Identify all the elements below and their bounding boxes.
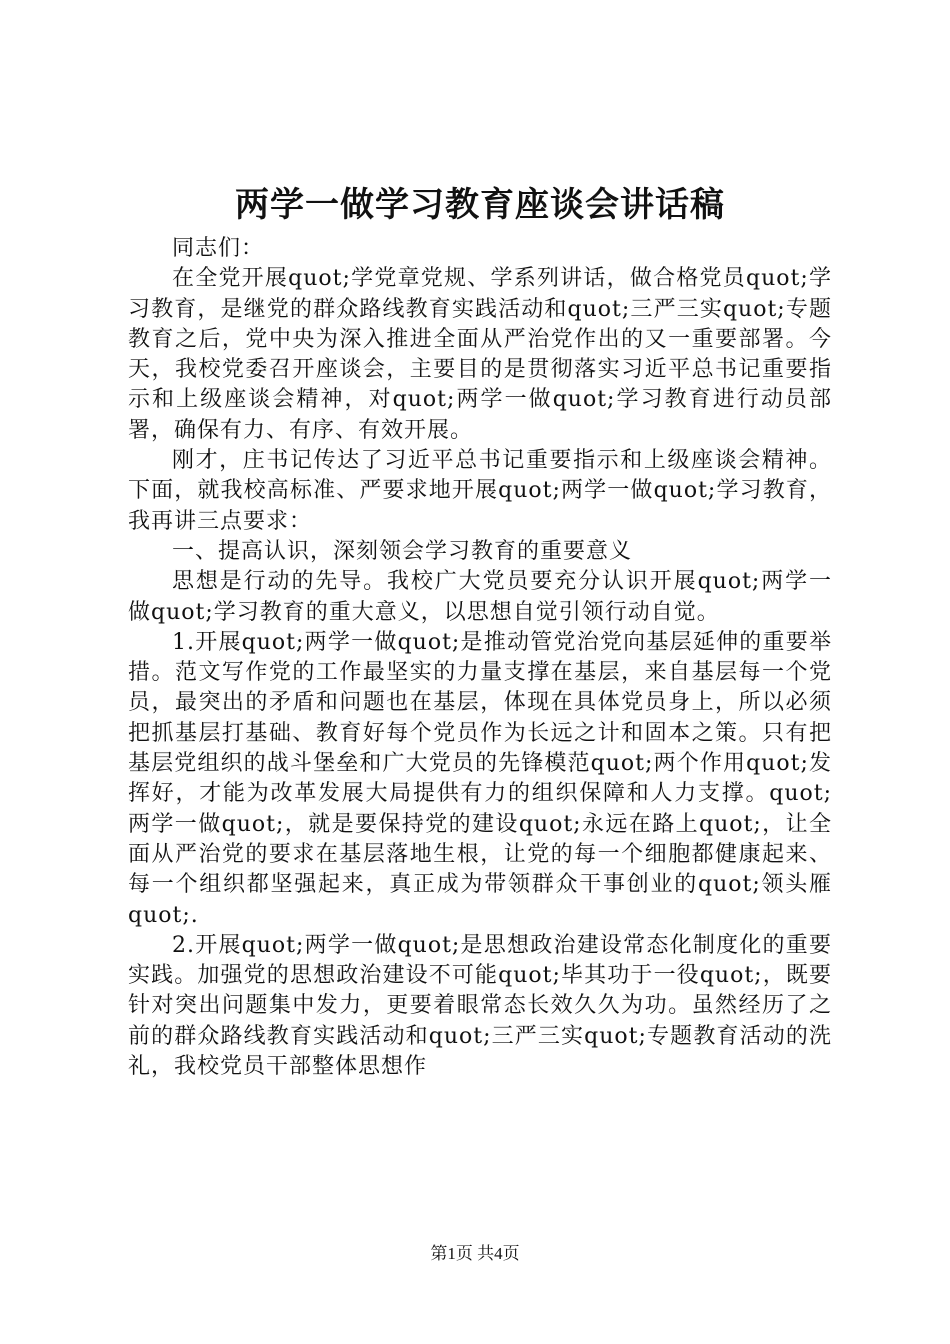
paragraph-intro: 在全党开展quot;学党章党规、学系列讲话，做合格党员quot;学习教育，是继党的群众路线教育实践活动和quot;三严三实quot;专题教育之后，党中央为深入推进全面从严治党作出的又一重要部署。今天，我校党委召开座谈会，主要目的是贯彻落实习近平总书记重要指示和上级座谈会精神，对quot;两学一做quot;学习教育进行动员部署，确保有力、有序、有效开展。 — [128, 266, 832, 443]
paragraph-section-1-lead: 思想是行动的先导。我校广大党员要充分认识开展quot;两学一做quot;学习教育的重大意义，以思想自觉引领行动自觉。 — [128, 569, 832, 625]
document-page — [128, 180, 832, 1082]
paragraph-transition: 刚才，庄书记传达了习近平总书记重要指示和上级座谈会精神。下面，就我校高标准、严要求地开展quot;两学一做quot;学习教育，我再讲三点要求： — [128, 448, 832, 534]
salutation: 同志们： — [172, 236, 265, 261]
paragraph-point-1: 1.开展quot;两学一做quot;是推动管党治党向基层延伸的重要举措。范文写作党的工作最坚实的力量支撑在基层，来自基层每一个党员，最突出的矛盾和问题也在基层，体现在具体党员身上，所以必须把抓基层打基础、教育好每个党员作为长远之计和固本之策。只有把基层党组织的战斗堡垒和广大党员的先锋模范quot;两个作用quot;发挥好，才能为改革发展大局提供有力的组织保障和人力支撑。quot;两学一做quot;，就是要保持党的建设quot;永远在路上quot;，让全面从严治党的要求在基层落地生根，让党的每一个细胞都健康起来、每一个组织都坚强起来，真正成为带领群众干事创业的quot;领头雁quot;. — [128, 629, 832, 928]
section-heading-1: 一、提高认识，深刻领会学习教育的重要意义 — [172, 538, 633, 564]
page-footer: 第1页 共4页 — [430, 1244, 520, 1263]
document-title: 两学一做学习教育座谈会讲话稿 — [235, 185, 725, 225]
paragraph-point-2: 2.开展quot;两学一做quot;是思想政治建设常态化制度化的重要实践。加强党的思想政治建设不可能quot;毕其功于一役quot;，既要针对突出问题集中发力，更要着眼常态长效久久为功。虽然经历了之前的群众路线教育实践活动和quot;三严三实quot;专题教育活动的洗礼，我校党员干部整体思想作 — [128, 932, 832, 1080]
document-body — [128, 234, 832, 1082]
